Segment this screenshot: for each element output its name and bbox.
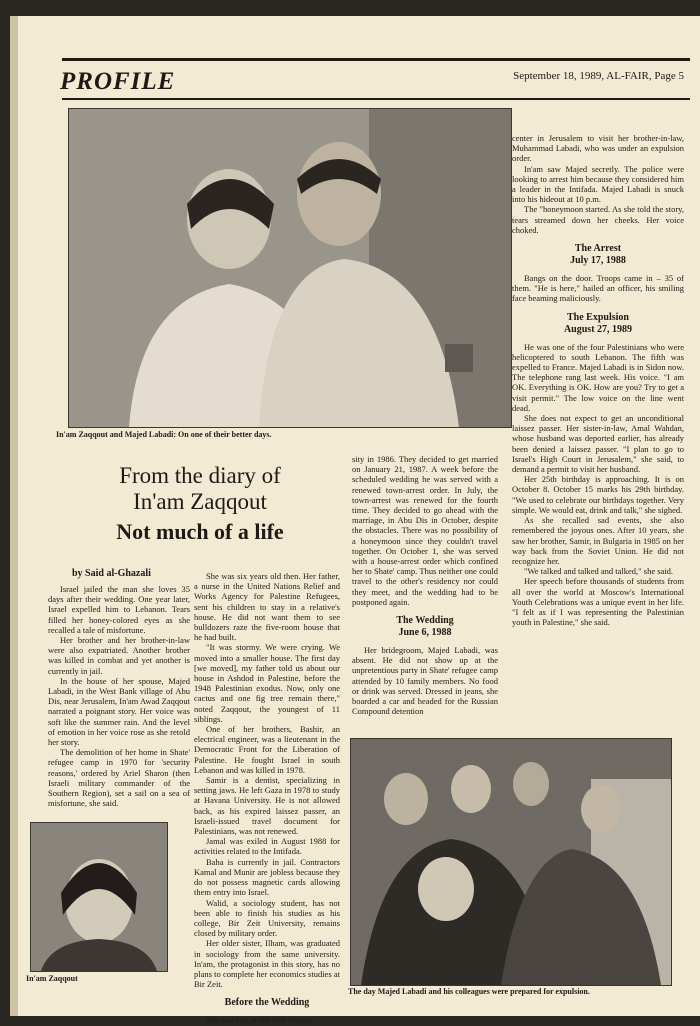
- paragraph: Her brother and her brother-in-law were also expatriated. Another brother was killed in combat and yet another is currently in jail.: [48, 635, 190, 676]
- group-photo: [350, 738, 672, 986]
- paragraph: sity in 1986. They decided to get married on January 21, 1987. A week before the scheduled wedding he was served with a renewed town-arrest order. In July, the town-arrest was renewed for the fourth time. They decided to go ahead with the marriage, in Abu Dis in October, despite the obstacles. There was no possibility of a honeymoon since they couldn't travel together. On October 1, she was served with a house-arrest order which confined her to Shate' camp. Thus neither one could travel to the other's residency nor could they meet, and the wedding had to be postponed again.: [352, 454, 498, 607]
- subhead-arrest: [512, 243, 684, 267]
- column-1: [48, 584, 190, 816]
- paragraph: One of her brothers, Bashir, an electrical engineer, was a lieutenant in the Democratic Front for the Liberation of Palestine. He fought Israel in south Lebanon and was killed in 1978.: [194, 724, 340, 775]
- subheadline: Not much of a life: [116, 519, 284, 544]
- paragraph: Baha is currently in jail. Contractors Kamal and Munir are jobless because they do not possess magnetic cards allowing them entry into Israel.: [194, 856, 340, 898]
- paragraph: In the house of her spouse, Majed Labadi, in the West Bank village of Abu Dis, near Jerusalem, In'am Awad Zaqqout narrated a poignant story. Her voice was soft like the summer rain. And the level of emotion in her voice rose as she retold her story.: [48, 675, 190, 748]
- headline: [70, 463, 330, 515]
- paragraph: Walid, a sociology student, has not been able to finish his studies as his college, Bir Zeit University, remains closed by military order.: [194, 897, 340, 939]
- header-rule: [62, 98, 690, 100]
- paragraph: The "honeymoon started. As she told the story, tears streamed down her cheeks. Her voice choked.: [512, 204, 684, 235]
- paragraph: As she recalled sad events, she also remembered the joyous ones. After 10 years, she saw her brother, Samir, in Bulgaria in 1985 on her way back from the Soviet Union. He did not recognize her.: [512, 515, 684, 566]
- subhead-wedding-title: The Wedding: [396, 615, 454, 627]
- paragraph: "It was stormy. We were crying. We moved into a smaller house. The first day [we moved], my father told us about our house in Ashdod in Palestine, before the 1948 Palestinian exodus. Now, only one cactus and one fig tree remain there," noted Zaqqout, the youngest of 11 siblings.: [194, 642, 340, 724]
- byline: by Said al-Ghazali: [72, 568, 151, 579]
- couple-photo-illustration: [69, 109, 511, 427]
- subhead-before-wedding: Before the Wedding: [224, 997, 310, 1009]
- column-4: [512, 133, 684, 733]
- paragraph: Her 25th birthday is approaching. It is on October 8. October 15 marks his 29th birthday. "We used to celebrate our birthdays together. Very simple. We would eat, drink and talk," she sighed.: [512, 474, 684, 515]
- group-photo-illustration: [351, 739, 671, 985]
- paragraph: He was one of the four Palestinians who were helicoptered to south Lebanon. The fifth was expelled to France. Majed Labadi is in Sidon now. The telephone rang last week. His voice. "I am OK. Everything is OK. How are you? Try to get a visit permit." The low voice on the line went dead.: [512, 341, 684, 413]
- portrait-illustration: [31, 823, 167, 971]
- paragraph: Jamal was exiled in August 1988 for activities related to the Intifada.: [194, 836, 340, 857]
- paragraph: Bangs on the door. Troops came in – 35 of them. "He is here," hailed an officer, his smiling face beaming maliciously.: [512, 273, 684, 304]
- subhead-wedding: [352, 615, 498, 639]
- portrait-caption: In'am Zaqqout: [26, 974, 78, 983]
- subhead-expulsion-date: August 27, 1989: [563, 323, 633, 335]
- paragraph: Samir is a dentist, specializing in setting jaws. He left Gaza in 1978 to study at Havana University. He is not allowed back, as his expired laissez passer, an Israeli-issued travel document for Palestinians, was not renewed.: [194, 775, 340, 837]
- headline-line-1: From the diary of: [119, 463, 281, 488]
- paragraph: center in Jerusalem to visit her brother-in-law, Muhammad Labadi, who was under an expulsion order.: [512, 133, 684, 164]
- paragraph: She does not expect to get an unconditional laissez passer. Her sister-in-law, Amal Wahdan, whose husband was deported earlier, has already been denied a laissez passer. "I plan to go to Israel's High Court in Jerusalem," she said, to demand a permit to visit her husband.: [512, 413, 684, 475]
- main-photo: [68, 108, 512, 428]
- main-photo-caption: In'am Zaqqout and Majed Labadi: On one of their better days.: [56, 430, 272, 439]
- portrait-photo: [30, 822, 168, 972]
- subhead-wedding-date: June 6, 1988: [398, 627, 452, 639]
- paragraph: Israel jailed the man she loves 35 days after their wedding. One year later, Israel expelled him to Lebanon. Tears filled her honey-colored eyes as she recalled a tale of misfortune.: [48, 584, 190, 635]
- top-rule: [62, 58, 690, 61]
- column-2: [194, 571, 340, 1026]
- paragraph: Her older sister, Ilham, was graduated in sociology from the same university. In'am, the protagonist in this story, has no plans to complete her economics studies at Bir Zeit.: [194, 938, 340, 990]
- subhead-expulsion: [512, 312, 684, 336]
- subhead-arrest-title: The Arrest: [574, 243, 622, 255]
- paragraph: She was six years old then. Her father, a nurse in the United Nations Relief and Works Agency for Palestine Refugees, sent his children to stay in a relative's house. He did not want them to see bulldozers raze the five-room house that he had built.: [194, 571, 340, 643]
- paragraph: The demolition of her home in Shate' refugee camp in 1970 for 'security reasons,' ordered by Ariel Sharon (then Israeli military commander of the Southern Region), set a sail on a sea of misfortune, she said.: [48, 747, 190, 809]
- paragraph: Her speech before thousands of students from all over the world at Moscow's International Youth Celebrations was a unique event in her life. "I felt as if I was representing the Palestinian youth in Palestine," she said.: [512, 576, 684, 628]
- subhead-arrest-date: July 17, 1988: [570, 255, 626, 267]
- column-3: [352, 454, 498, 742]
- binder-edge: [10, 16, 18, 1016]
- group-photo-caption: The day Majed Labadi and his colleagues were prepared for expulsion.: [348, 987, 590, 996]
- paragraph: "We talked and talked and talked," she said.: [524, 566, 674, 577]
- paragraph: In'am saw Majed secretly. The police were looking to arrest him because they considered him a leader in the Intifada. Majed Labadi is snuck into his hideout at 10 p.m.: [512, 163, 684, 205]
- subhead-expulsion-title: The Expulsion: [567, 311, 629, 323]
- dateline: September 18, 1989, AL-FAIR, Page 5: [513, 70, 684, 82]
- section-title: PROFILE: [60, 68, 176, 95]
- paragraph: She met him at Bir Zeit Univer-: [206, 1015, 315, 1026]
- headline-line-2: In'am Zaqqout: [133, 489, 267, 514]
- newspaper-page: [10, 16, 700, 1026]
- paragraph: Her bridegroom, Majed Labadi, was absent. He did not show up at the unpretentious party in Shate' refugee camp attended by 10 family members. No food or drink was served. Dressed in jeans, she boarded a car and headed for the Russian Compound detention: [352, 645, 498, 717]
